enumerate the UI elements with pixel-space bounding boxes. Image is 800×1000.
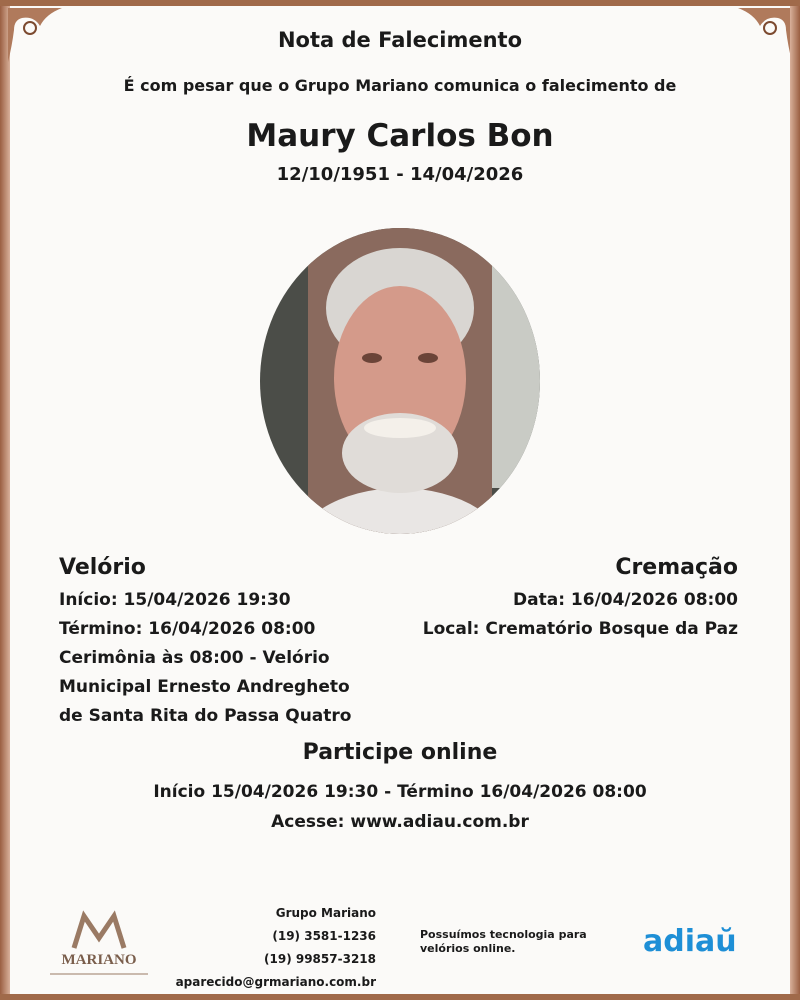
cremacao-line: Local: Crematório Bosque da Paz [422, 619, 738, 639]
velorio-line: Término: 16/04/2026 08:00 [59, 619, 316, 639]
velorio-line: Cerimônia às 08:00 - Velório [59, 648, 330, 668]
cremacao-heading: Cremação [615, 555, 738, 580]
contact-block [156, 902, 376, 994]
life-dates: 12/10/1951 - 14/04/2026 [276, 164, 524, 185]
velorio-heading: Velório [59, 555, 146, 580]
velorio-line: Municipal Ernesto Andregheto [59, 677, 350, 697]
online-heading: Participe online [302, 740, 498, 765]
velorio-section [59, 554, 399, 731]
velorio-line: Início: 15/04/2026 19:30 [59, 590, 291, 610]
company-name: Grupo Mariano [275, 906, 376, 920]
email-address[interactable]: aparecido@grmariano.com.br [175, 975, 376, 989]
deceased-name: Maury Carlos Bon [246, 118, 554, 154]
svg-text:MARIANO: MARIANO [61, 952, 137, 968]
cremacao-section [358, 554, 738, 644]
phone-number[interactable]: (19) 3581-1236 [272, 929, 376, 943]
mobile-number[interactable]: (19) 99857-3218 [264, 952, 376, 966]
adiau-logo [643, 924, 737, 959]
tech-note: Possuímos tecnologia para velórios online. [420, 928, 587, 955]
online-access-link[interactable]: Acesse: www.adiau.com.br [271, 812, 529, 832]
adiau-brand-text: adiaŭ [643, 924, 737, 959]
portrait-photo [260, 228, 540, 534]
cremacao-line: Data: 16/04/2026 08:00 [513, 590, 738, 610]
page-title: Nota de Falecimento [277, 28, 523, 52]
velorio-line: de Santa Rita do Passa Quatro [59, 706, 352, 726]
mariano-logo [44, 908, 154, 980]
intro-text: É com pesar que o Grupo Mariano comunica o falecimento de [123, 76, 677, 95]
online-times: Início 15/04/2026 19:30 - Término 16/04/2026 08:00 [153, 782, 647, 802]
